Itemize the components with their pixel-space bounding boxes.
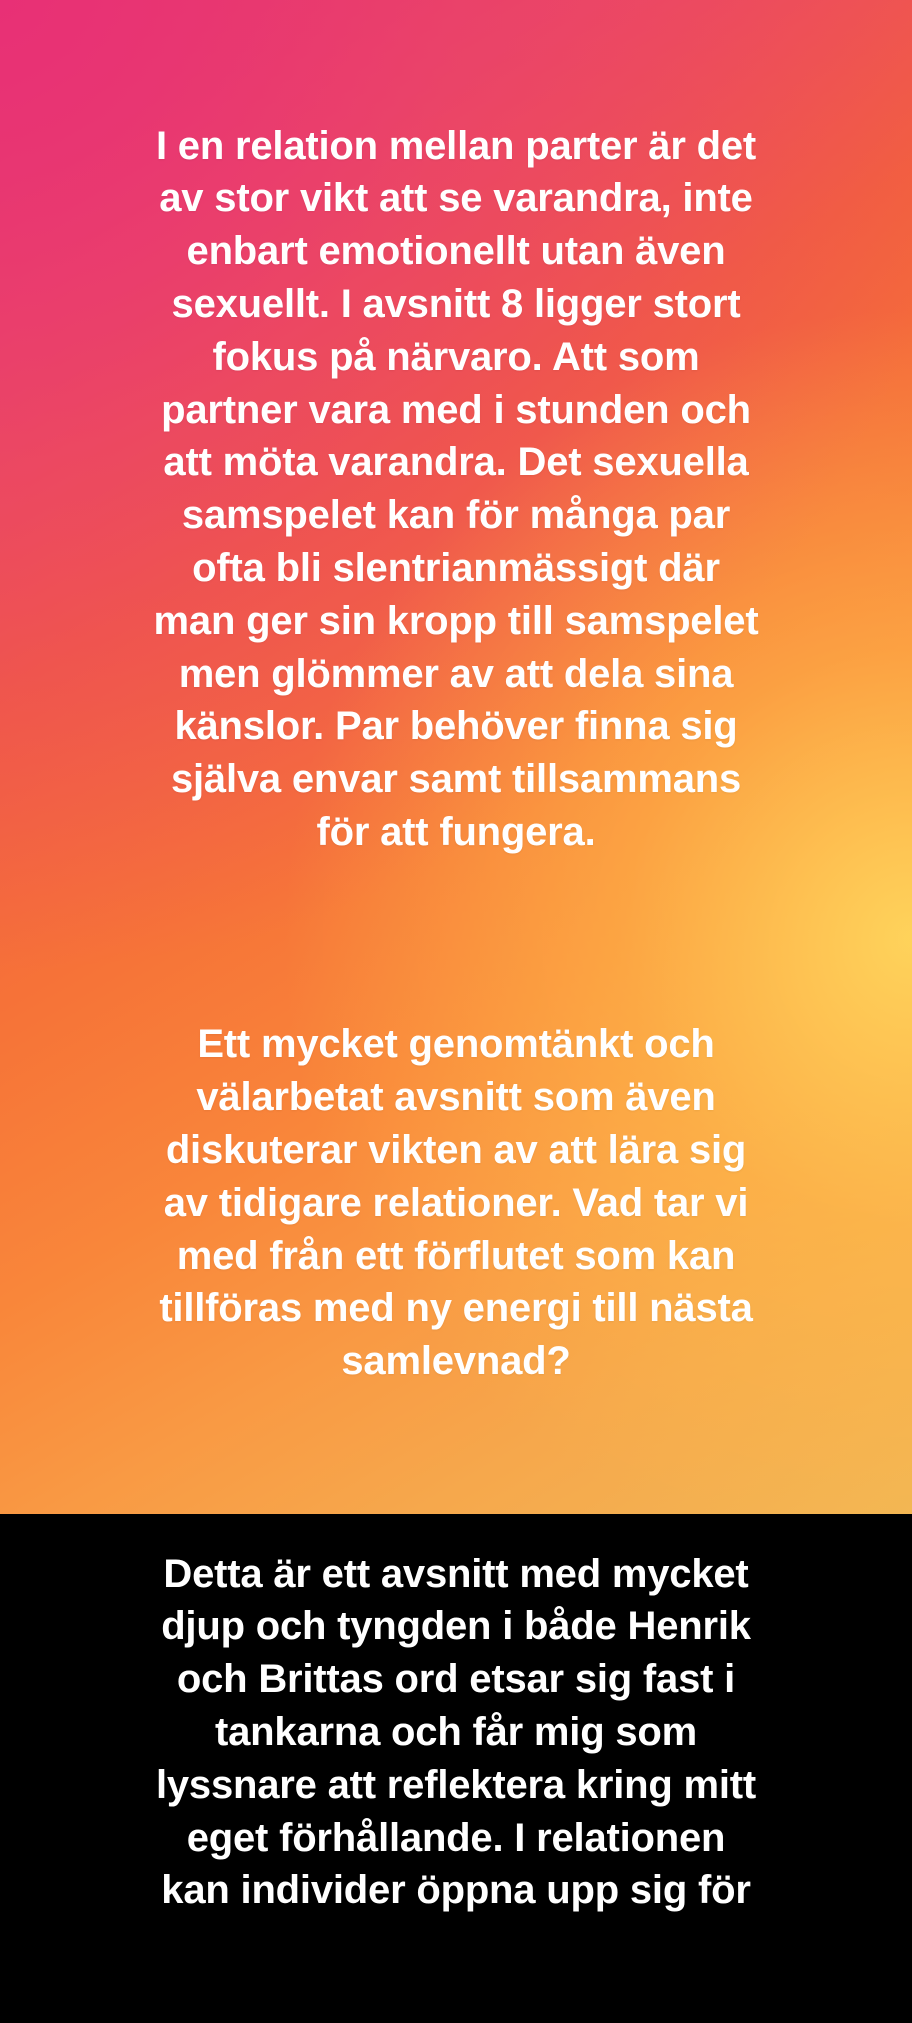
story-paragraph: Detta är ett avsnitt med mycket djup och tyngden i både Henrik och Brittas ord etsar sig fast i tankarna och får mig som lyssnare att reflektera kring mitt eget förhållande. I relationen kan individer öppna upp sig för bbox=[155, 1551, 767, 1913]
story-text-block bbox=[0, 14, 912, 2023]
story-paragraph: I en relation mellan parter är det av stor vikt att se varandra, inte enbart emotionellt utan även sexuellt. I avsnitt 8 ligger stort fokus på närvaro. Att som partner vara med i stunden och att möta varandra. Det sexuella samspelet kan för många par ofta bli slentrianmässigt där man ger sin kropp till samspelet men glömmer av att dela sina känslor. Par behöver finna sig själva envar samt tillsammans för att fungera. bbox=[153, 123, 770, 854]
story-paragraph: Ett mycket genomtänkt och välarbetat avsnitt som även diskuterar vikten av att lära sig av tidigare relationer. Vad tar vi med från ett förflutet som kan tillföras med ny energi till nästa samlevnad? bbox=[159, 1022, 764, 1384]
